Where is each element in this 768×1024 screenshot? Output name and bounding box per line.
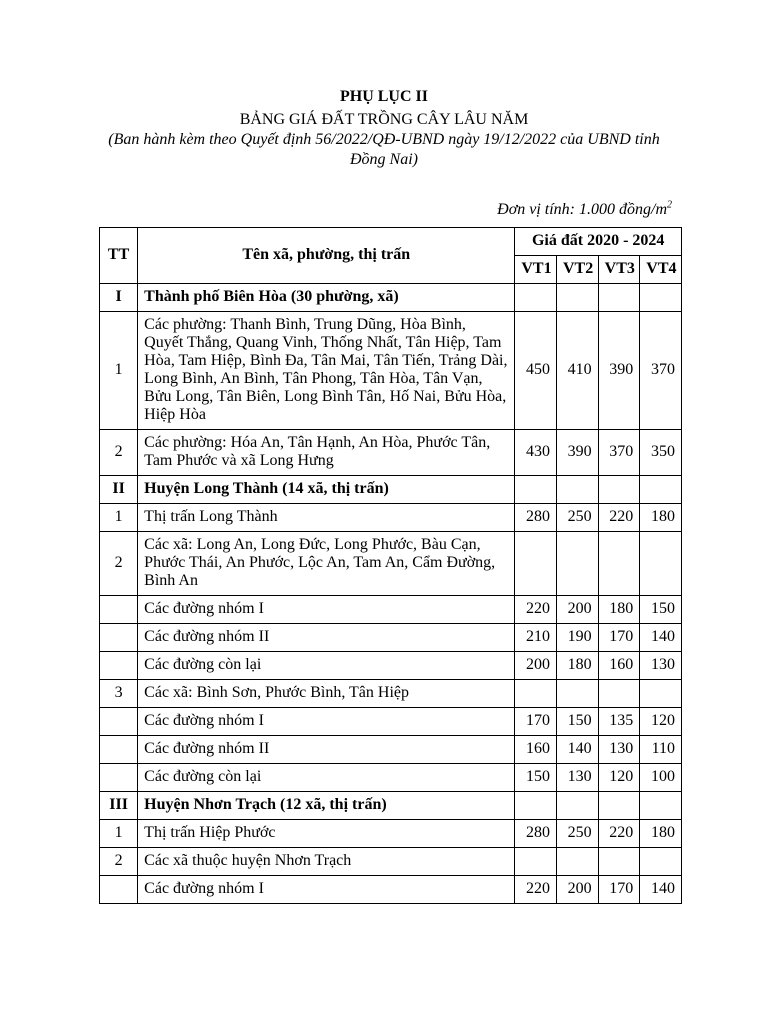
cell-vt3: 390 (598, 312, 640, 430)
cell-vt2 (557, 532, 599, 596)
cell-vt1: 280 (515, 504, 557, 532)
cell-vt4: 140 (640, 624, 682, 652)
table-row (100, 708, 682, 736)
cell-vt1: 210 (515, 624, 557, 652)
cell-vt1 (515, 680, 557, 708)
cell-section-name: Huyện Nhơn Trạch (12 xã, thị trấn) (138, 792, 515, 820)
cell-name: Các xã: Bình Sơn, Phước Bình, Tân Hiệp (138, 680, 515, 708)
cell-tt (100, 764, 138, 792)
cell-vt2 (557, 476, 599, 504)
table-row (100, 596, 682, 624)
cell-vt3 (598, 476, 640, 504)
table-row (100, 312, 682, 430)
cell-vt4: 150 (640, 596, 682, 624)
cell-vt3: 170 (598, 876, 640, 904)
table-row (100, 532, 682, 596)
cell-vt2: 190 (557, 624, 599, 652)
cell-name: Các đường nhóm I (138, 708, 515, 736)
cell-vt2: 390 (557, 430, 599, 476)
cell-vt1 (515, 284, 557, 312)
header-name: Tên xã, phường, thị trấn (138, 228, 515, 284)
cell-vt3: 120 (598, 764, 640, 792)
cell-vt4 (640, 848, 682, 876)
cell-vt1: 450 (515, 312, 557, 430)
table-row (100, 624, 682, 652)
cell-vt3: 135 (598, 708, 640, 736)
cell-name: Các phường: Thanh Bình, Trung Dũng, Hòa Bình, Quyết Thắng, Quang Vinh, Thống Nhất, Tân Hiệp, Tam Hòa, Tam Hiệp, Bình Đa, Tân Mai, Tân Tiến, Trảng Dài, Long Bình, An Bình, Tân Phong, Tân Hòa, Tân Vạn, Bửu Long, Tân Biên, Long Bình Tân, Hố Nai, Bửu Hòa, Hiệp Hòa (138, 312, 515, 430)
cell-name: Các đường nhóm II (138, 736, 515, 764)
cell-vt1 (515, 848, 557, 876)
header-row (100, 228, 682, 256)
cell-name: Các xã: Long An, Long Đức, Long Phước, Bàu Cạn, Phước Thái, An Phước, Lộc An, Tam An, Cẩm Đường, Bình An (138, 532, 515, 596)
cell-vt4 (640, 284, 682, 312)
section-row (100, 476, 682, 504)
cell-tt: 2 (100, 532, 138, 596)
cell-vt2: 250 (557, 820, 599, 848)
cell-tt (100, 876, 138, 904)
cell-vt4: 120 (640, 708, 682, 736)
appendix-number: PHỤ LỤC II (339, 88, 428, 105)
table-row (100, 736, 682, 764)
cell-vt3: 220 (598, 820, 640, 848)
cell-vt3: 160 (598, 652, 640, 680)
cell-vt1: 220 (515, 876, 557, 904)
cell-vt3 (598, 284, 640, 312)
cell-vt4: 350 (640, 430, 682, 476)
unit-note-superscript: 2 (667, 199, 672, 211)
document-header (80, 87, 688, 170)
cell-name: Các đường nhóm II (138, 624, 515, 652)
cell-vt4: 180 (640, 504, 682, 532)
header-vt2: VT2 (557, 256, 599, 284)
table-body (100, 284, 682, 904)
cell-name: Thị trấn Long Thành (138, 504, 515, 532)
table-header (100, 228, 682, 284)
cell-vt1 (515, 476, 557, 504)
document-title: BẢNG GIÁ ĐẤT TRỒNG CÂY LÂU NĂM (239, 111, 529, 128)
cell-vt2 (557, 284, 599, 312)
cell-vt3 (598, 532, 640, 596)
cell-vt2: 180 (557, 652, 599, 680)
cell-vt4: 100 (640, 764, 682, 792)
cell-vt4: 140 (640, 876, 682, 904)
cell-vt4: 180 (640, 820, 682, 848)
cell-tt: II (100, 476, 138, 504)
cell-vt2: 250 (557, 504, 599, 532)
header-vt1: VT1 (515, 256, 557, 284)
cell-name: Các phường: Hóa An, Tân Hạnh, An Hòa, Phước Tân, Tam Phước và xã Long Hưng (138, 430, 515, 476)
cell-tt: 2 (100, 430, 138, 476)
cell-vt2 (557, 848, 599, 876)
cell-vt2: 130 (557, 764, 599, 792)
unit-note (497, 200, 672, 220)
cell-vt1: 170 (515, 708, 557, 736)
header-price-group: Giá đất 2020 - 2024 (515, 228, 682, 256)
cell-name: Các đường nhóm I (138, 876, 515, 904)
cell-name: Các đường nhóm I (138, 596, 515, 624)
cell-tt (100, 652, 138, 680)
cell-vt4: 110 (640, 736, 682, 764)
cell-vt4: 130 (640, 652, 682, 680)
cell-name: Thị trấn Hiệp Phước (138, 820, 515, 848)
cell-tt: 1 (100, 820, 138, 848)
cell-vt4 (640, 792, 682, 820)
cell-vt2 (557, 792, 599, 820)
cell-vt4 (640, 680, 682, 708)
cell-vt1: 430 (515, 430, 557, 476)
cell-vt1 (515, 792, 557, 820)
cell-vt4 (640, 532, 682, 596)
cell-vt1: 280 (515, 820, 557, 848)
cell-vt2: 200 (557, 876, 599, 904)
section-row (100, 284, 682, 312)
cell-vt4: 370 (640, 312, 682, 430)
cell-tt: III (100, 792, 138, 820)
cell-section-name: Thành phố Biên Hòa (30 phường, xã) (138, 284, 515, 312)
cell-vt1 (515, 532, 557, 596)
cell-vt3: 130 (598, 736, 640, 764)
table-row (100, 652, 682, 680)
cell-tt (100, 596, 138, 624)
table-row (100, 430, 682, 476)
header-vt4: VT4 (640, 256, 682, 284)
cell-tt: 2 (100, 848, 138, 876)
document-subtitle: (Ban hành kèm theo Quyết định 56/2022/QĐ-UBND ngày 19/12/2022 của UBND tỉnh Đồng Nai) (108, 131, 660, 168)
cell-vt3 (598, 792, 640, 820)
cell-vt2 (557, 680, 599, 708)
cell-tt (100, 736, 138, 764)
table-row (100, 848, 682, 876)
cell-vt3: 180 (598, 596, 640, 624)
cell-vt2: 200 (557, 596, 599, 624)
cell-vt2: 140 (557, 736, 599, 764)
cell-vt4 (640, 476, 682, 504)
table-row (100, 764, 682, 792)
cell-tt (100, 708, 138, 736)
cell-name: Các đường còn lại (138, 652, 515, 680)
cell-vt3: 370 (598, 430, 640, 476)
table-row (100, 876, 682, 904)
cell-tt: 3 (100, 680, 138, 708)
cell-vt1: 220 (515, 596, 557, 624)
section-row (100, 792, 682, 820)
table-row (100, 680, 682, 708)
header-tt: TT (100, 228, 138, 284)
cell-vt3 (598, 848, 640, 876)
cell-tt: I (100, 284, 138, 312)
cell-vt2: 410 (557, 312, 599, 430)
cell-vt3: 220 (598, 504, 640, 532)
cell-tt (100, 624, 138, 652)
cell-vt2: 150 (557, 708, 599, 736)
cell-vt1: 200 (515, 652, 557, 680)
cell-vt3 (598, 680, 640, 708)
cell-vt1: 160 (515, 736, 557, 764)
table-row (100, 504, 682, 532)
cell-vt3: 170 (598, 624, 640, 652)
cell-name: Các xã thuộc huyện Nhơn Trạch (138, 848, 515, 876)
cell-section-name: Huyện Long Thành (14 xã, thị trấn) (138, 476, 515, 504)
header-vt3: VT3 (598, 256, 640, 284)
land-price-table (99, 227, 682, 904)
unit-note-text: Đơn vị tính: 1.000 đồng/m (497, 201, 667, 218)
cell-tt: 1 (100, 312, 138, 430)
cell-name: Các đường còn lại (138, 764, 515, 792)
table-row (100, 820, 682, 848)
cell-tt: 1 (100, 504, 138, 532)
cell-vt1: 150 (515, 764, 557, 792)
